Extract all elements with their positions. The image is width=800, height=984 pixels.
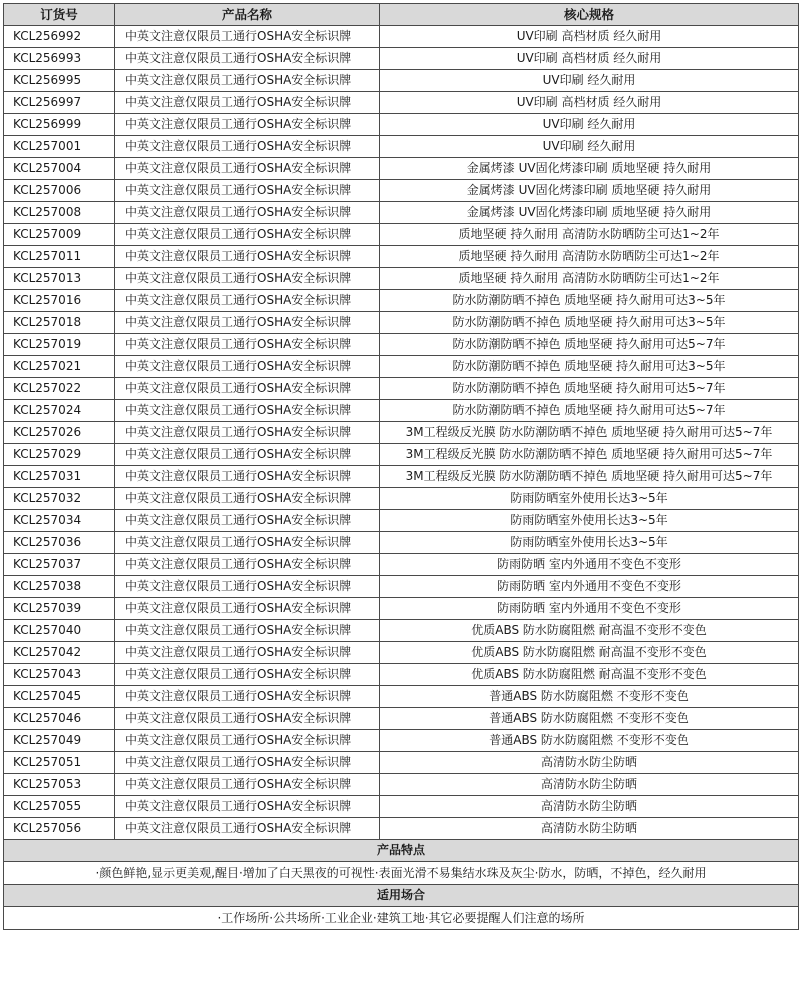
cell-order-code: KCL257036 xyxy=(4,532,115,554)
table-row xyxy=(4,48,799,70)
cell-core-spec: 防水防潮防晒不掉色 质地坚硬 持久耐用可达5~7年 xyxy=(380,334,799,356)
cell-product-name: 中英文注意仅限员工通行OSHA安全标识牌 xyxy=(115,466,380,488)
cell-order-code: KCL257038 xyxy=(4,576,115,598)
table-row xyxy=(4,774,799,796)
usage-title: 适用场合 xyxy=(4,885,799,907)
table-row xyxy=(4,686,799,708)
cell-product-name: 中英文注意仅限员工通行OSHA安全标识牌 xyxy=(115,312,380,334)
cell-core-spec: 防雨防晒 室内外通用不变色不变形 xyxy=(380,554,799,576)
cell-order-code: KCL256997 xyxy=(4,92,115,114)
table-row xyxy=(4,466,799,488)
cell-product-name: 中英文注意仅限员工通行OSHA安全标识牌 xyxy=(115,444,380,466)
cell-product-name: 中英文注意仅限员工通行OSHA安全标识牌 xyxy=(115,532,380,554)
cell-core-spec: UV印刷 高档材质 经久耐用 xyxy=(380,48,799,70)
table-row xyxy=(4,664,799,686)
cell-core-spec: UV印刷 经久耐用 xyxy=(380,114,799,136)
table-row xyxy=(4,70,799,92)
cell-order-code: KCL257001 xyxy=(4,136,115,158)
table-row xyxy=(4,158,799,180)
cell-order-code: KCL257022 xyxy=(4,378,115,400)
cell-order-code: KCL257031 xyxy=(4,466,115,488)
table-row xyxy=(4,708,799,730)
table-row xyxy=(4,730,799,752)
cell-order-code: KCL257032 xyxy=(4,488,115,510)
cell-core-spec: UV印刷 高档材质 经久耐用 xyxy=(380,92,799,114)
cell-core-spec: 3M工程级反光膜 防水防潮防晒不掉色 质地坚硬 持久耐用可达5~7年 xyxy=(380,422,799,444)
cell-product-name: 中英文注意仅限员工通行OSHA安全标识牌 xyxy=(115,686,380,708)
cell-core-spec: 优质ABS 防水防腐阻燃 耐高温不变形不变色 xyxy=(380,664,799,686)
usage-text: ·工作场所·公共场所·工业企业·建筑工地·其它必要提醒人们注意的场所 xyxy=(4,907,799,930)
cell-product-name: 中英文注意仅限员工通行OSHA安全标识牌 xyxy=(115,796,380,818)
cell-core-spec: 金属烤漆 UV固化烤漆印刷 质地坚硬 持久耐用 xyxy=(380,180,799,202)
cell-core-spec: 防水防潮防晒不掉色 质地坚硬 持久耐用可达3~5年 xyxy=(380,356,799,378)
table-row xyxy=(4,136,799,158)
cell-order-code: KCL257016 xyxy=(4,290,115,312)
cell-core-spec: 普通ABS 防水防腐阻燃 不变形不变色 xyxy=(380,708,799,730)
cell-core-spec: 防水防潮防晒不掉色 质地坚硬 持久耐用可达3~5年 xyxy=(380,290,799,312)
cell-core-spec: UV印刷 高档材质 经久耐用 xyxy=(380,26,799,48)
cell-product-name: 中英文注意仅限员工通行OSHA安全标识牌 xyxy=(115,356,380,378)
cell-order-code: KCL257055 xyxy=(4,796,115,818)
cell-order-code: KCL257024 xyxy=(4,400,115,422)
table-row xyxy=(4,290,799,312)
cell-core-spec: 优质ABS 防水防腐阻燃 耐高温不变形不变色 xyxy=(380,642,799,664)
table-row xyxy=(4,796,799,818)
header-spec: 核心规格 xyxy=(380,4,799,26)
cell-product-name: 中英文注意仅限员工通行OSHA安全标识牌 xyxy=(115,400,380,422)
cell-order-code: KCL257021 xyxy=(4,356,115,378)
cell-core-spec: 高清防水防尘防晒 xyxy=(380,818,799,840)
cell-product-name: 中英文注意仅限员工通行OSHA安全标识牌 xyxy=(115,488,380,510)
cell-product-name: 中英文注意仅限员工通行OSHA安全标识牌 xyxy=(115,92,380,114)
cell-order-code: KCL257040 xyxy=(4,620,115,642)
cell-order-code: KCL257043 xyxy=(4,664,115,686)
cell-product-name: 中英文注意仅限员工通行OSHA安全标识牌 xyxy=(115,70,380,92)
table-row xyxy=(4,598,799,620)
cell-core-spec: 高清防水防尘防晒 xyxy=(380,796,799,818)
usage-text-row xyxy=(4,907,799,930)
cell-order-code: KCL257039 xyxy=(4,598,115,620)
cell-product-name: 中英文注意仅限员工通行OSHA安全标识牌 xyxy=(115,378,380,400)
cell-order-code: KCL257004 xyxy=(4,158,115,180)
cell-order-code: KCL257009 xyxy=(4,224,115,246)
cell-core-spec: 防水防潮防晒不掉色 质地坚硬 持久耐用可达5~7年 xyxy=(380,400,799,422)
cell-product-name: 中英文注意仅限员工通行OSHA安全标识牌 xyxy=(115,752,380,774)
cell-order-code: KCL256995 xyxy=(4,70,115,92)
cell-order-code: KCL257045 xyxy=(4,686,115,708)
cell-product-name: 中英文注意仅限员工通行OSHA安全标识牌 xyxy=(115,576,380,598)
table-row xyxy=(4,532,799,554)
cell-order-code: KCL257006 xyxy=(4,180,115,202)
cell-order-code: KCL256999 xyxy=(4,114,115,136)
table-row xyxy=(4,224,799,246)
cell-order-code: KCL256992 xyxy=(4,26,115,48)
cell-order-code: KCL257042 xyxy=(4,642,115,664)
cell-core-spec: UV印刷 经久耐用 xyxy=(380,70,799,92)
cell-order-code: KCL257053 xyxy=(4,774,115,796)
cell-product-name: 中英文注意仅限员工通行OSHA安全标识牌 xyxy=(115,114,380,136)
table-header-row xyxy=(4,4,799,26)
table-row xyxy=(4,268,799,290)
cell-core-spec: 防雨防晒室外使用长达3~5年 xyxy=(380,532,799,554)
table-row xyxy=(4,576,799,598)
table-row xyxy=(4,26,799,48)
cell-product-name: 中英文注意仅限员工通行OSHA安全标识牌 xyxy=(115,158,380,180)
usage-title-row xyxy=(4,885,799,907)
header-name: 产品名称 xyxy=(115,4,380,26)
cell-core-spec: 质地坚硬 持久耐用 高清防水防晒防尘可达1~2年 xyxy=(380,246,799,268)
cell-core-spec: 金属烤漆 UV固化烤漆印刷 质地坚硬 持久耐用 xyxy=(380,158,799,180)
cell-order-code: KCL257013 xyxy=(4,268,115,290)
cell-product-name: 中英文注意仅限员工通行OSHA安全标识牌 xyxy=(115,422,380,444)
cell-product-name: 中英文注意仅限员工通行OSHA安全标识牌 xyxy=(115,48,380,70)
cell-order-code: KCL257026 xyxy=(4,422,115,444)
cell-core-spec: 3M工程级反光膜 防水防潮防晒不掉色 质地坚硬 持久耐用可达5~7年 xyxy=(380,466,799,488)
cell-product-name: 中英文注意仅限员工通行OSHA安全标识牌 xyxy=(115,774,380,796)
cell-order-code: KCL257018 xyxy=(4,312,115,334)
cell-order-code: KCL257008 xyxy=(4,202,115,224)
table-row xyxy=(4,422,799,444)
header-code: 订货号 xyxy=(4,4,115,26)
cell-core-spec: 防雨防晒 室内外通用不变色不变形 xyxy=(380,598,799,620)
features-text-row xyxy=(4,862,799,885)
cell-product-name: 中英文注意仅限员工通行OSHA安全标识牌 xyxy=(115,664,380,686)
table-row xyxy=(4,642,799,664)
cell-core-spec: 高清防水防尘防晒 xyxy=(380,752,799,774)
cell-order-code: KCL257046 xyxy=(4,708,115,730)
cell-core-spec: 防雨防晒 室内外通用不变色不变形 xyxy=(380,576,799,598)
cell-product-name: 中英文注意仅限员工通行OSHA安全标识牌 xyxy=(115,136,380,158)
cell-order-code: KCL257051 xyxy=(4,752,115,774)
cell-core-spec: 金属烤漆 UV固化烤漆印刷 质地坚硬 持久耐用 xyxy=(380,202,799,224)
cell-product-name: 中英文注意仅限员工通行OSHA安全标识牌 xyxy=(115,642,380,664)
cell-product-name: 中英文注意仅限员工通行OSHA安全标识牌 xyxy=(115,334,380,356)
table-row xyxy=(4,510,799,532)
cell-product-name: 中英文注意仅限员工通行OSHA安全标识牌 xyxy=(115,246,380,268)
cell-order-code: KCL257034 xyxy=(4,510,115,532)
cell-product-name: 中英文注意仅限员工通行OSHA安全标识牌 xyxy=(115,202,380,224)
cell-order-code: KCL257056 xyxy=(4,818,115,840)
table-row xyxy=(4,752,799,774)
spec-sheet xyxy=(3,3,798,930)
cell-product-name: 中英文注意仅限员工通行OSHA安全标识牌 xyxy=(115,224,380,246)
product-table xyxy=(3,3,799,930)
cell-product-name: 中英文注意仅限员工通行OSHA安全标识牌 xyxy=(115,510,380,532)
cell-core-spec: 普通ABS 防水防腐阻燃 不变形不变色 xyxy=(380,730,799,752)
table-row xyxy=(4,180,799,202)
cell-core-spec: 优质ABS 防水防腐阻燃 耐高温不变形不变色 xyxy=(380,620,799,642)
cell-order-code: KCL257029 xyxy=(4,444,115,466)
features-text: ·颜色鲜艳,显示更美观,醒目·增加了白天黑夜的可视性·表面光滑不易集结水珠及灰尘·防水，防晒，不掉色，经久耐用 xyxy=(4,862,799,885)
cell-core-spec: 防水防潮防晒不掉色 质地坚硬 持久耐用可达3~5年 xyxy=(380,312,799,334)
table-row xyxy=(4,488,799,510)
cell-product-name: 中英文注意仅限员工通行OSHA安全标识牌 xyxy=(115,620,380,642)
cell-product-name: 中英文注意仅限员工通行OSHA安全标识牌 xyxy=(115,180,380,202)
table-row xyxy=(4,246,799,268)
cell-product-name: 中英文注意仅限员工通行OSHA安全标识牌 xyxy=(115,708,380,730)
features-title-row xyxy=(4,840,799,862)
cell-order-code: KCL257011 xyxy=(4,246,115,268)
table-body xyxy=(4,26,799,840)
table-row xyxy=(4,400,799,422)
table-row xyxy=(4,334,799,356)
cell-core-spec: 质地坚硬 持久耐用 高清防水防晒防尘可达1~2年 xyxy=(380,224,799,246)
cell-core-spec: 3M工程级反光膜 防水防潮防晒不掉色 质地坚硬 持久耐用可达5~7年 xyxy=(380,444,799,466)
cell-product-name: 中英文注意仅限员工通行OSHA安全标识牌 xyxy=(115,26,380,48)
table-row xyxy=(4,312,799,334)
cell-product-name: 中英文注意仅限员工通行OSHA安全标识牌 xyxy=(115,554,380,576)
table-row xyxy=(4,444,799,466)
cell-product-name: 中英文注意仅限员工通行OSHA安全标识牌 xyxy=(115,268,380,290)
table-row xyxy=(4,620,799,642)
cell-core-spec: 普通ABS 防水防腐阻燃 不变形不变色 xyxy=(380,686,799,708)
cell-order-code: KCL256993 xyxy=(4,48,115,70)
cell-order-code: KCL257019 xyxy=(4,334,115,356)
cell-core-spec: 防雨防晒室外使用长达3~5年 xyxy=(380,510,799,532)
cell-core-spec: 高清防水防尘防晒 xyxy=(380,774,799,796)
cell-core-spec: 防雨防晒室外使用长达3~5年 xyxy=(380,488,799,510)
cell-product-name: 中英文注意仅限员工通行OSHA安全标识牌 xyxy=(115,730,380,752)
cell-order-code: KCL257037 xyxy=(4,554,115,576)
cell-core-spec: 质地坚硬 持久耐用 高清防水防晒防尘可达1~2年 xyxy=(380,268,799,290)
cell-product-name: 中英文注意仅限员工通行OSHA安全标识牌 xyxy=(115,598,380,620)
table-row xyxy=(4,92,799,114)
cell-order-code: KCL257049 xyxy=(4,730,115,752)
features-title: 产品特点 xyxy=(4,840,799,862)
table-row xyxy=(4,554,799,576)
table-row xyxy=(4,202,799,224)
table-row xyxy=(4,114,799,136)
cell-product-name: 中英文注意仅限员工通行OSHA安全标识牌 xyxy=(115,818,380,840)
table-row xyxy=(4,378,799,400)
table-row xyxy=(4,356,799,378)
cell-core-spec: UV印刷 经久耐用 xyxy=(380,136,799,158)
table-row xyxy=(4,818,799,840)
cell-product-name: 中英文注意仅限员工通行OSHA安全标识牌 xyxy=(115,290,380,312)
cell-core-spec: 防水防潮防晒不掉色 质地坚硬 持久耐用可达5~7年 xyxy=(380,378,799,400)
